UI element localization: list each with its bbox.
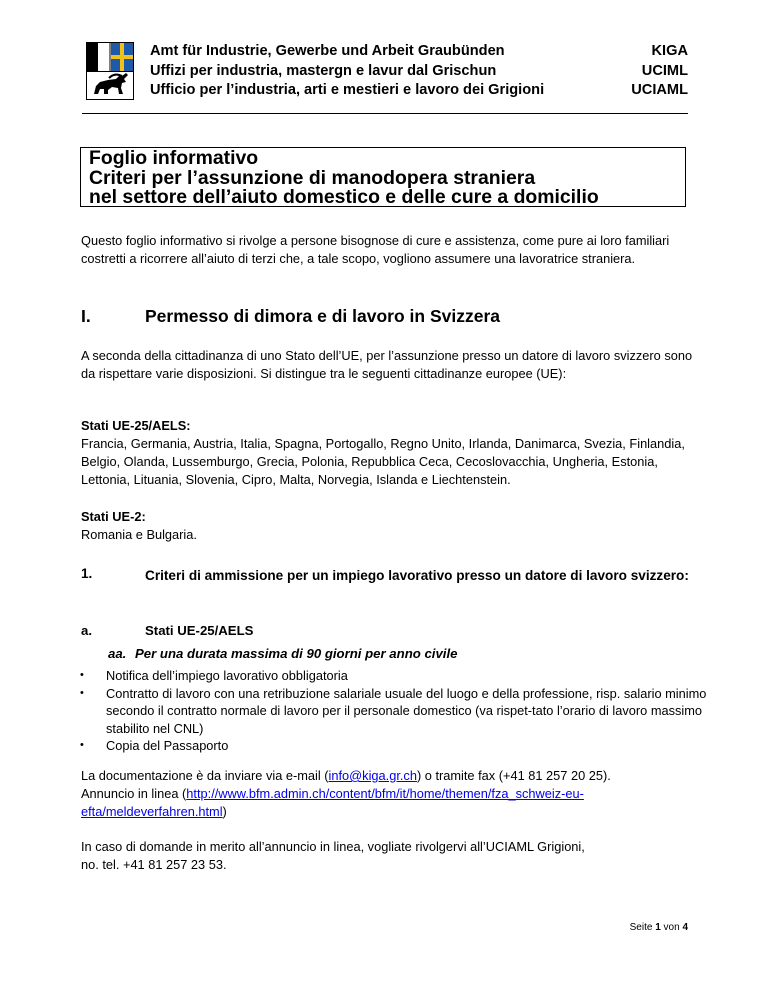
questions-line-1: In caso di domande in merito all’annuncio in linea, vogliate rivolgervi all’UCIAML Grigioni,: [81, 839, 585, 854]
list-item: • Contratto di lavoro con una retribuzione salariale usuale del luogo e della professione, risp. salario minimo secondo il contratto normale di lavoro per il personale domestico (va rispet-tato l’orario di lavoro massimo stabilito nel CNL): [78, 685, 708, 738]
header-code-kiga: KIGA: [651, 43, 688, 59]
page-number: [630, 922, 688, 933]
fax-text: ) o tramite fax (+41 81 257 20 25).: [416, 768, 611, 783]
header-line-romansh: Uffizi per industria, mastergn e lavur dal Grischun: [150, 62, 497, 79]
page-separator: von: [660, 922, 683, 933]
subsection-1-number: 1.: [81, 566, 93, 581]
eu25-block: [81, 417, 701, 489]
document-title-box: [80, 147, 686, 207]
closing-paren: ): [222, 804, 227, 819]
total-pages: 4: [682, 922, 688, 933]
contact-line-3: [81, 803, 701, 821]
header-line-german: Amt für Industrie, Gewerbe und Arbeit Graubünden: [150, 43, 505, 59]
header-code-uciaml: UCIAML: [631, 82, 688, 98]
questions-paragraph: [81, 838, 701, 874]
section-1-heading: Permesso di dimora e di lavoro in Svizzera: [145, 306, 500, 326]
contact-paragraph: [81, 767, 701, 821]
intro-paragraph: Questo foglio informativo si rivolge a persone bisognose di cure e assistenza, come pure ai loro familiari costretti a ricorrere all’aiuto di terzi che, a tale scopo, vogliono assumere una lavoratrice straniera.: [81, 233, 670, 266]
title-line-2: Criteri per l’assunzione di manodopera straniera: [89, 166, 536, 189]
header-code-uciml: UCIML: [641, 62, 688, 79]
contact-line-1: [81, 767, 701, 785]
online-notice-text: Annuncio in linea (: [81, 786, 187, 801]
email-link[interactable]: info@kiga.gr.ch: [328, 768, 417, 783]
header-authority-names: [150, 42, 544, 101]
list-item: • Copia del Passaporto: [78, 737, 708, 755]
current-page: 1: [655, 922, 661, 933]
title-line-3: nel settore dell’aiuto domestico e delle cure a domicilio: [89, 186, 599, 208]
header-divider: [82, 113, 688, 114]
eu25-countries: Francia, Germania, Austria, Italia, Spagna, Portogallo, Regno Unito, Irlanda, Danimarca, Svezia, Finlandia, Belgio, Olanda, Lussemburgo, Grecia, Polonia, Repubblica Ceca, Cecoslovacchia, Ungheria, Estonia, Lettonia, Lituania, Slovenia, Cipro, Malta, Norvegia, Islanda e Liechtenstein.: [81, 436, 685, 487]
requirements-list: [78, 667, 708, 755]
online-notice-link-continued[interactable]: efta/meldeverfahren.html: [81, 804, 223, 819]
subsection-1-heading: Criteri di ammissione per un impiego lavorativo presso un datore di lavoro svizzero:: [145, 568, 689, 583]
eu2-label: Stati UE-2:: [81, 509, 146, 524]
graubuenden-coat-of-arms-icon: [86, 42, 134, 100]
subsection-aa-heading: [108, 646, 457, 661]
section-1-number: I.: [81, 306, 91, 326]
questions-line-2: no. tel. +41 81 257 23 53.: [81, 857, 227, 872]
eu2-block: [81, 508, 701, 544]
eu25-label: Stati UE-25/AELS:: [81, 418, 191, 433]
subsection-aa-title: Per una durata massima di 90 giorni per anno civile: [135, 646, 458, 661]
subsection-aa-number: aa.: [108, 646, 127, 661]
contact-text: La documentazione è da inviare via e-mail (: [81, 768, 329, 783]
eu2-countries: Romania e Bulgaria.: [81, 527, 197, 542]
header-codes: [631, 42, 688, 101]
page-prefix: Seite: [629, 922, 656, 933]
subsection-a-number: a.: [81, 623, 92, 638]
subsection-a-heading: Stati UE-25/AELS: [145, 623, 254, 638]
contact-line-2: [81, 785, 701, 803]
list-item: • Notifica dell’impiego lavorativo obbligatoria: [78, 667, 708, 685]
online-notice-link[interactable]: http://www.bfm.admin.ch/content/bfm/it/home/themen/fza_schweiz-eu-: [186, 786, 584, 801]
title-line-1: Foglio informativo: [89, 147, 259, 169]
section-1-intro: A seconda della cittadinanza di uno Stato dell’UE, per l’assunzione presso un datore di lavoro svizzero sono da rispettare varie disposizioni. Si distingue tra le seguenti cittadinanze europee (UE):: [81, 348, 693, 381]
header-line-italian: Ufficio per l’industria, arti e mestieri e lavoro dei Grigioni: [150, 82, 545, 98]
